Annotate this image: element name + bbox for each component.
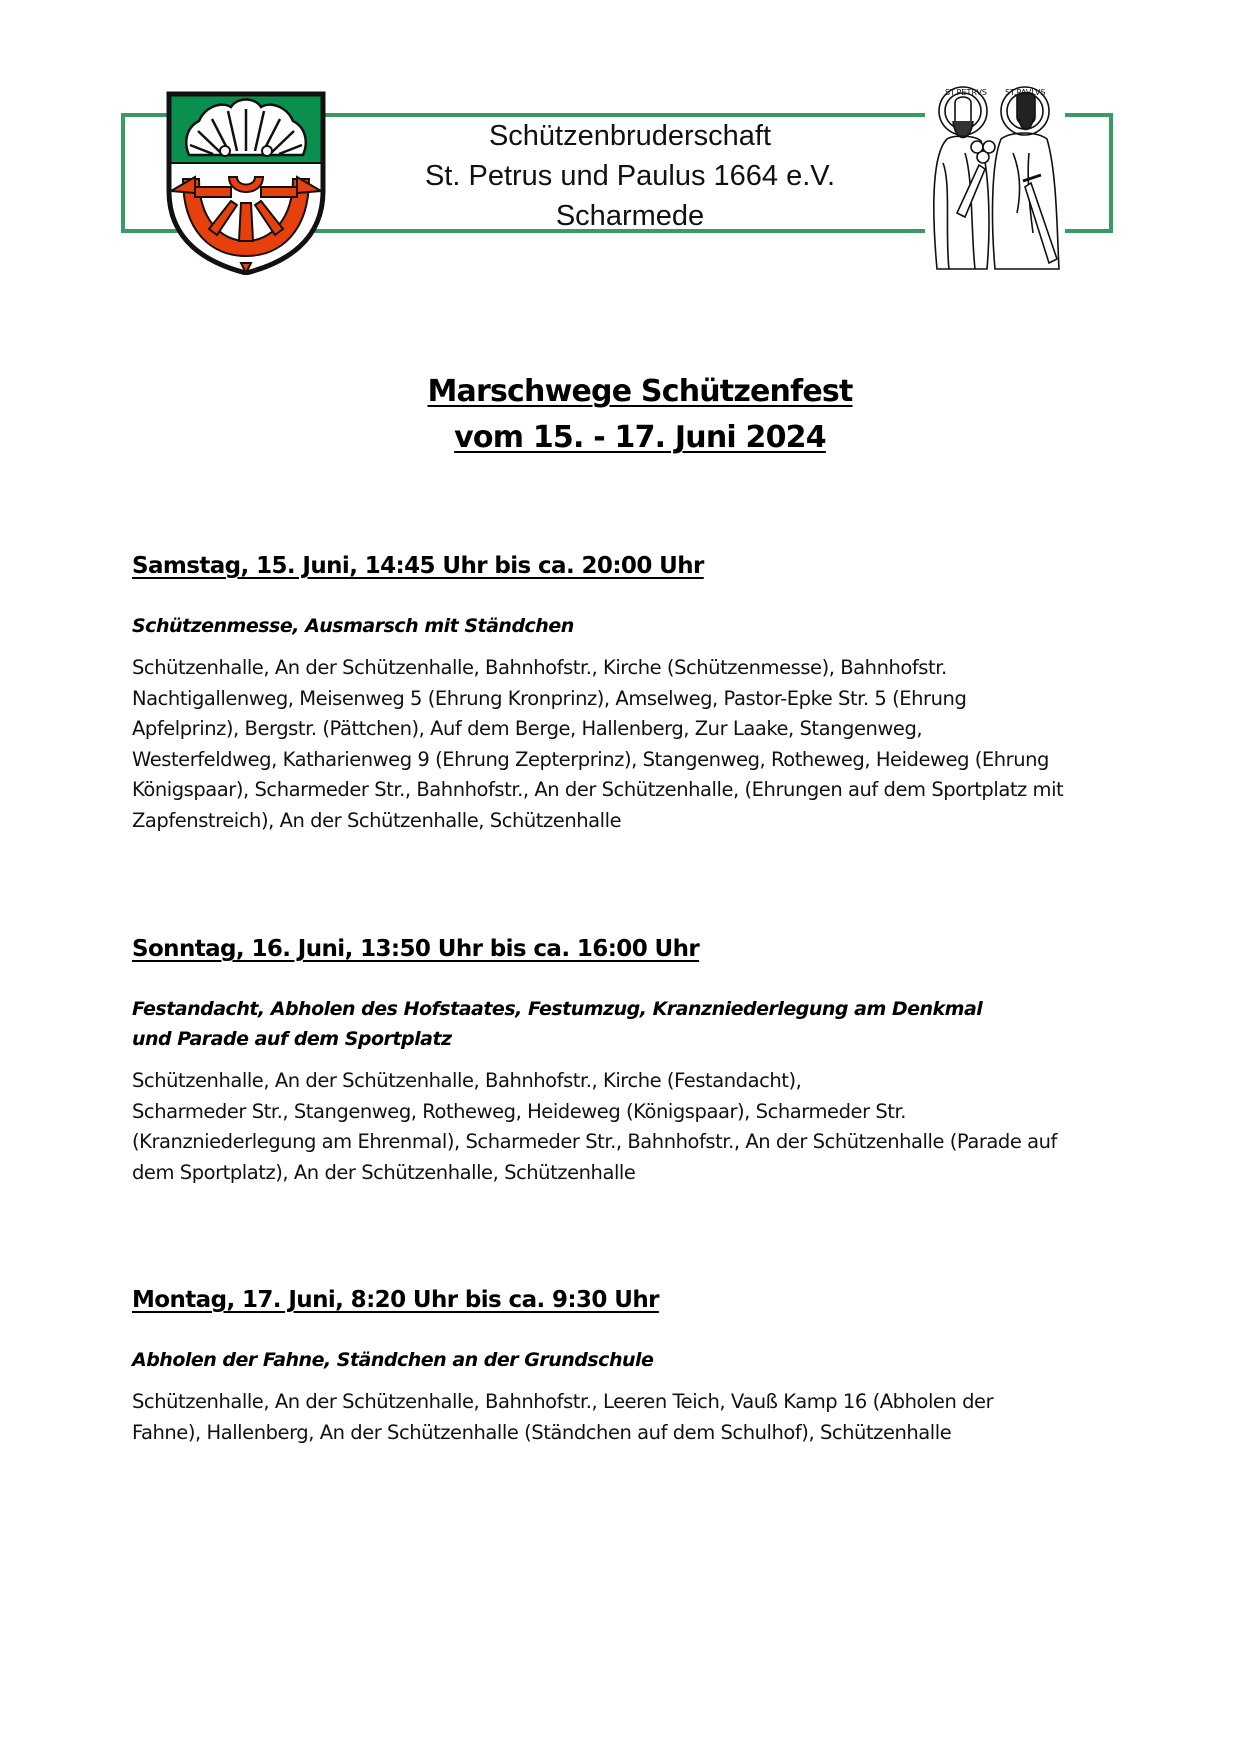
day-heading: Montag, 17. Juni, 8:20 Uhr bis ca. 9:30 Uhr [132, 1287, 659, 1313]
section-monday [132, 1285, 1152, 1448]
event-subtitle: Abholen der Fahne, Ständchen an der Grundschule [132, 1349, 654, 1371]
route-text: Schützenhalle, An der Schützenhalle, Bahnhofstr., Kirche (Schützenmesse), Bahnhofstr. Nachtigallenweg, Meisenweg 5 (Ehrung Kronprinz), Amselweg, Pastor-Epke Str. 5 (Ehrung Apfelprinz), Bergstr. (Pättchen), Auf dem Berge, Hallenberg, Zur Laake, Stangenweg, Westerfeldweg, Katharienweg 9 (Ehrung Zepterprinz), Stangenweg, Rotheweg, Heideweg (Ehrung Königspaar), Scharmeder Str., Bahnhofstr., An der Schützenhalle, (Ehrungen auf dem Sportplatz mit Zapfenstreich), An der Schützenhalle, Schützenhalle [132, 656, 1064, 832]
saint-label-paulus: ST.PAVLVS [1005, 88, 1046, 97]
document-title [0, 369, 1240, 461]
day-heading: Sonntag, 16. Juni, 13:50 Uhr bis ca. 16:00 Uhr [132, 936, 700, 962]
organization-name [360, 116, 900, 236]
route-text: Schützenhalle, An der Schützenhalle, Bahnhofstr., Kirche (Festandacht), Scharmeder Str., Stangenweg, Rotheweg, Heideweg (Königspaar), Scharmeder Str. (Kranzniederlegung am Ehrenmal), Scharmeder Str., Bahnhofstr., An der Schützenhalle (Parade auf dem Sportplatz), An der Schützenhalle, Schützenhalle [132, 1069, 1057, 1184]
route-text: Schützenhalle, An der Schützenhalle, Bahnhofstr., Leeren Teich, Vauß Kamp 16 (Abholen der Fahne), Hallenberg, An der Schützenhalle (Ständchen auf dem Schulhof), Schützenhalle [132, 1390, 994, 1444]
coat-of-arms-icon [165, 91, 327, 275]
org-line-2: St. Petrus und Paulus 1664 e.V. [424, 160, 836, 192]
event-subtitle: Festandacht, Abholen des Hofstaates, Festumzug, Kranzniederlegung am Denkmal und Parade auf dem Sportplatz [132, 998, 983, 1050]
event-subtitle: Schützenmesse, Ausmarsch mit Ständchen [132, 615, 574, 637]
day-heading: Samstag, 15. Juni, 14:45 Uhr bis ca. 20:00 Uhr [132, 553, 704, 579]
saints-petrus-paulus-icon [925, 83, 1065, 275]
section-sunday [132, 934, 1152, 1188]
org-line-3: Scharmede [555, 200, 705, 232]
section-saturday [132, 551, 1152, 836]
title-line-2: vom 15. - 17. Juni 2024 [454, 420, 826, 455]
saint-label-petrus: ST.PETRVS [945, 88, 987, 97]
org-line-1: Schützenbruderschaft [488, 120, 772, 152]
title-line-1: Marschwege Schützenfest [427, 374, 853, 409]
